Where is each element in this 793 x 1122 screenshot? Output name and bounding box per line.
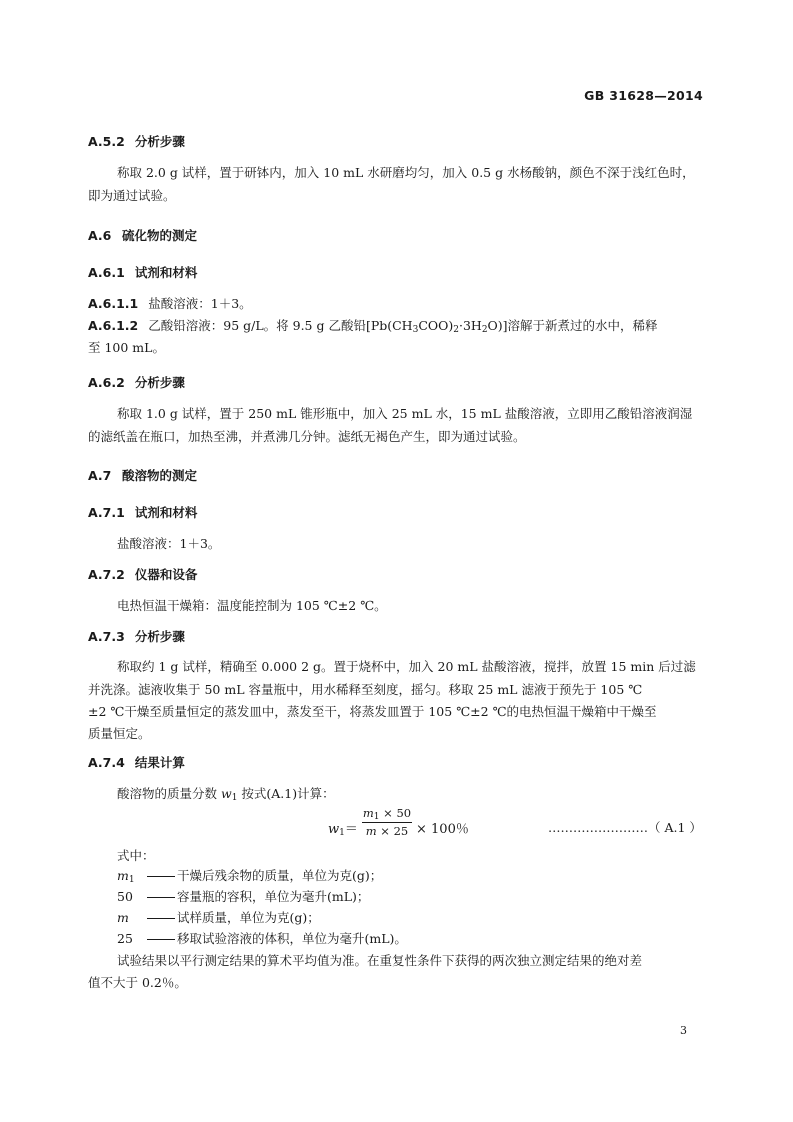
section-title: 结果计算 — [134, 755, 185, 770]
fraction-numerator: $m_1 \times 50$ — [362, 806, 412, 822]
dash-line — [147, 918, 175, 919]
paragraph-line: 称取 1.0 g 试样，置于 250 mL 锥形瓶中，加入 25 mL 水，15 mL 盐酸溶液，立即用乙酸铅溶液润湿 — [117, 406, 693, 421]
fraction-denominator: m × 25 — [365, 824, 409, 838]
section-heading-a72 — [88, 567, 197, 583]
clause-number: A.6.1.2 — [88, 318, 139, 333]
paragraph-line: 称取 2.0 g 试样，置于研钵内，加入 10 mL 水研磨均匀，加入 0.5 g 水杨酸钠，颜色不深于浅红色时， — [117, 165, 695, 180]
where-label: 式中： — [117, 848, 155, 863]
page-number: 3 — [680, 1024, 687, 1037]
variable-definition — [117, 931, 407, 947]
paragraph-line: 试验结果以平行测定结果的算术平均值为准。在重复性条件下获得的两次独立测定结果的绝对差 — [117, 953, 643, 968]
paragraph-line: 即为通过试验。 — [88, 188, 176, 203]
section-number: A.7.4 — [88, 755, 125, 770]
section-number: A.7.1 — [88, 505, 125, 520]
paragraph-line: 质量恒定。 — [88, 726, 151, 741]
variable-desc: 干燥后残余物的质量，单位为克(g)； — [177, 868, 383, 883]
paragraph-line: ±2 ℃干燥至质量恒定的蒸发皿中，蒸发至干，将蒸发皿置于 105 ℃±2 ℃的电热恒温干燥箱中干燥至 — [88, 704, 657, 719]
section-number: A.5.2 — [88, 134, 125, 149]
paragraph-line: 盐酸溶液：1＋3。 — [117, 536, 221, 551]
paragraph-line: 值不大于 0.2％。 — [88, 975, 187, 990]
variable-desc: 容量瓶的容积，单位为毫升(mL)； — [177, 889, 370, 904]
paragraph-line: 称取约 1 g 试样，精确至 0.000 2 g。置于烧杯中，加入 20 mL 盐酸溶液，搅拌，放置 15 min 后过滤 — [117, 659, 696, 674]
variable-definition — [117, 868, 382, 884]
section-title: 分析步骤 — [134, 629, 185, 644]
section-number: A.7 — [88, 468, 112, 483]
section-title: 酸溶物的测定 — [122, 468, 198, 483]
clause-text: 乙酸铅溶液：95 g/L。将 9.5 g 乙酸铅$[Pb(CH_3COO)_2\cdot 3H_2O)$]溶解于新煮过的水中，稀释 — [148, 318, 658, 335]
variable-definition — [117, 889, 369, 905]
section-number: A.6.2 — [88, 375, 125, 390]
section-number: A.7.2 — [88, 567, 125, 582]
dash-line — [147, 876, 175, 877]
section-heading-a74 — [88, 755, 185, 771]
section-heading-a73 — [88, 629, 185, 645]
variable-symbol: $m_1$ — [117, 868, 135, 885]
standard-code: GB 31628—2014 — [584, 88, 703, 103]
section-heading-a52 — [88, 134, 185, 150]
section-title: 分析步骤 — [134, 134, 185, 149]
variable-symbol: m — [117, 910, 129, 925]
clause-text: 盐酸溶液：1＋3。 — [148, 296, 252, 311]
dash-line — [147, 939, 175, 940]
paragraph-line: 电热恒温干燥箱：温度能控制为 105 ℃±2 ℃。 — [117, 598, 387, 613]
section-heading-a71 — [88, 505, 197, 521]
variable-definition — [117, 910, 320, 926]
formula-lhs: $w_1=$ — [328, 822, 358, 838]
section-number: A.6.1 — [88, 265, 125, 280]
paragraph-line: 并洗涤。滤液收集于 50 mL 容量瓶中，用水稀释至刻度，摇匀。移取 25 mL 滤液于预先于 105 ℃ — [88, 682, 643, 697]
variable-symbol: 25 — [117, 931, 133, 946]
section-number: A.7.3 — [88, 629, 125, 644]
section-title: 试剂和材料 — [134, 265, 198, 280]
clause-number: A.6.1.1 — [88, 296, 139, 311]
section-title: 硫化物的测定 — [122, 228, 198, 243]
fraction-bar — [362, 822, 412, 823]
formula-intro: 酸溶物的质量分数 $w_1$ 按式(A.1)计算： — [117, 786, 335, 803]
section-heading-a7 — [88, 468, 197, 484]
equation-label: ……………………（ A.1 ） — [548, 820, 702, 835]
paragraph-line: 至 100 mL。 — [88, 340, 165, 355]
variable-symbol: 50 — [117, 889, 133, 904]
clause-a612 — [88, 318, 658, 334]
section-title: 分析步骤 — [134, 375, 185, 390]
section-title: 试剂和材料 — [134, 505, 198, 520]
variable-desc: 试样质量，单位为克(g)； — [177, 910, 320, 925]
formula-rhs: × 100％ — [416, 822, 469, 837]
paragraph-line: 的滤纸盖在瓶口，加热至沸，并煮沸几分钟。滤纸无褐色产生，即为通过试验。 — [88, 429, 526, 444]
section-heading-a62 — [88, 375, 185, 391]
clause-a611 — [88, 296, 252, 312]
section-number: A.6 — [88, 228, 112, 243]
section-title: 仪器和设备 — [134, 567, 198, 582]
section-heading-a6 — [88, 228, 197, 244]
dash-line — [147, 897, 175, 898]
variable-desc: 移取试验溶液的体积，单位为毫升(mL)。 — [177, 931, 407, 946]
section-heading-a61 — [88, 265, 197, 281]
formula-fraction — [362, 806, 412, 839]
